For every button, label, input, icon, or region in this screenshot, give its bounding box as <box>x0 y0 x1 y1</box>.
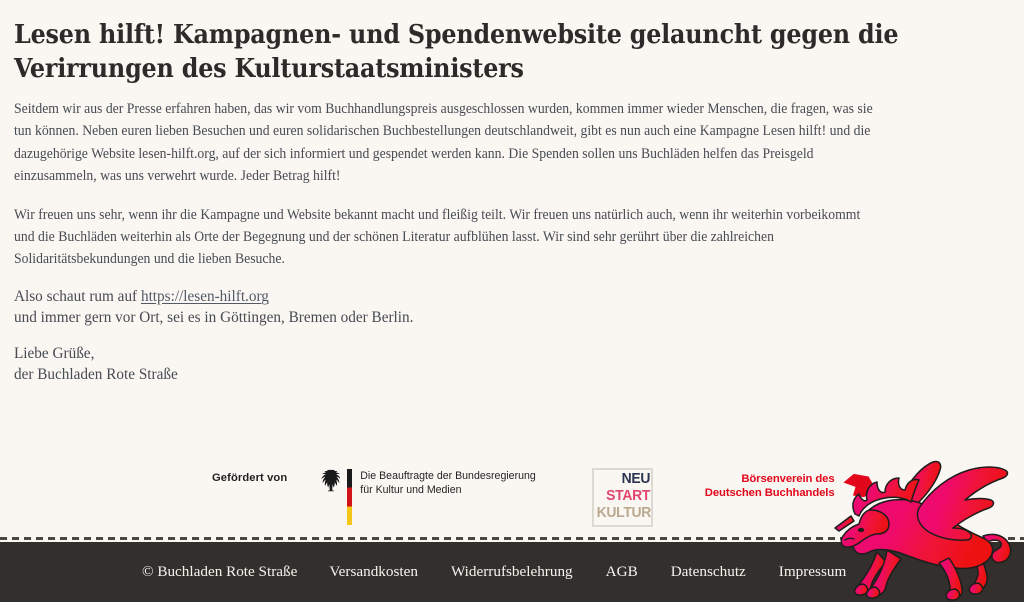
article-paragraph-2: Wir freuen uns sehr, wenn ihr die Kampagne und Website bekannt macht und fleißig teilt. Wir freuen uns natürlich auch, wenn ihr weiterhin vorbeikommt und die Buchläden weiterhin als Orte der Begegnung und der schönen Literatur aufblühen lasst. Wir sind sehr gerührt über die zahlreichen Solidaritätsbekundungen und die lieben Besuche. <box>14 206 861 268</box>
boersenverein-mark-icon <box>841 473 877 499</box>
footer-nav <box>0 542 1024 602</box>
article-body <box>0 98 1024 385</box>
footer-link-impressum[interactable]: Impressum <box>778 563 847 581</box>
boersenverein-logo <box>705 472 877 500</box>
lesen-hilft-link[interactable]: https://lesen-hilft.org <box>140 288 269 306</box>
german-flag-bar-icon <box>347 469 352 525</box>
boersenverein-line-1: Börsenverein des <box>741 473 835 485</box>
neustart-word-kultur: KULTUR <box>596 505 651 521</box>
boersenverein-line-2: Deutschen Buchhandels <box>704 487 835 500</box>
bkm-text-line-1: Die Beauftragte der Bundesregierung <box>360 470 536 482</box>
federal-eagle-icon <box>318 469 340 492</box>
bkm-ministry-text <box>360 469 536 497</box>
boersenverein-wordmark <box>705 472 835 500</box>
footer-link-agb[interactable]: AGB <box>605 563 638 581</box>
site-footer <box>0 542 1024 602</box>
footer-link-widerrufsbelehrung[interactable]: Widerrufsbelehrung <box>450 563 573 581</box>
neustart-word-neu: NEU <box>621 471 650 487</box>
footer-link-datenschutz[interactable]: Datenschutz <box>670 563 746 581</box>
call-to-action-paragraph <box>14 287 925 328</box>
signature-block <box>14 344 925 385</box>
bkm-logo <box>212 469 536 525</box>
neustart-kultur-logo <box>592 468 653 527</box>
footer-link-versandkosten[interactable]: Versandkosten <box>329 563 418 581</box>
signature-greeting: Liebe Grüße, <box>14 345 95 363</box>
dashed-divider <box>0 537 1024 540</box>
bkm-text-line-2: für Kultur und Medien <box>360 483 462 496</box>
call-to-action-second-line: und immer gern vor Ort, sei es in Göttingen, Bremen oder Berlin. <box>14 308 414 326</box>
neustart-wordmark <box>592 471 653 522</box>
sponsor-logo-row <box>0 455 1024 533</box>
page-title: Lesen hilft! Kampagnen- und Spendenwebsite gelauncht gegen die Verirrungen des Kulturstaatsministers <box>14 19 899 84</box>
signature-sender: der Buchladen Rote Straße <box>14 365 178 383</box>
article-paragraph-1: Seitdem wir aus der Presse erfahren haben, das wir vom Buchhandlungspreis ausgeschlossen wurden, kommen immer wieder Menschen, die fragen, was sie tun können. Neben euren lieben Besuchen und euren solidarischen Buchbestellungen deutschlandweit, gibt es nun auch eine Kampagne Lesen hilft! und die dazugehörige Website lesen-hilft.org, auf der sich informiert und gespendet werden kann. Die Spenden sollen uns Buchläden helfen das Preisgeld einzusammeln, was uns verwehrt wurde. Jeder Betrag hilft! <box>14 101 873 184</box>
call-to-action-lead: Also schaut rum auf <box>14 288 141 306</box>
footer-link-copyright[interactable]: © Buchladen Rote Straße <box>142 563 298 581</box>
funded-by-label: Gefördert von <box>212 472 288 484</box>
neustart-word-start: START <box>605 488 650 504</box>
